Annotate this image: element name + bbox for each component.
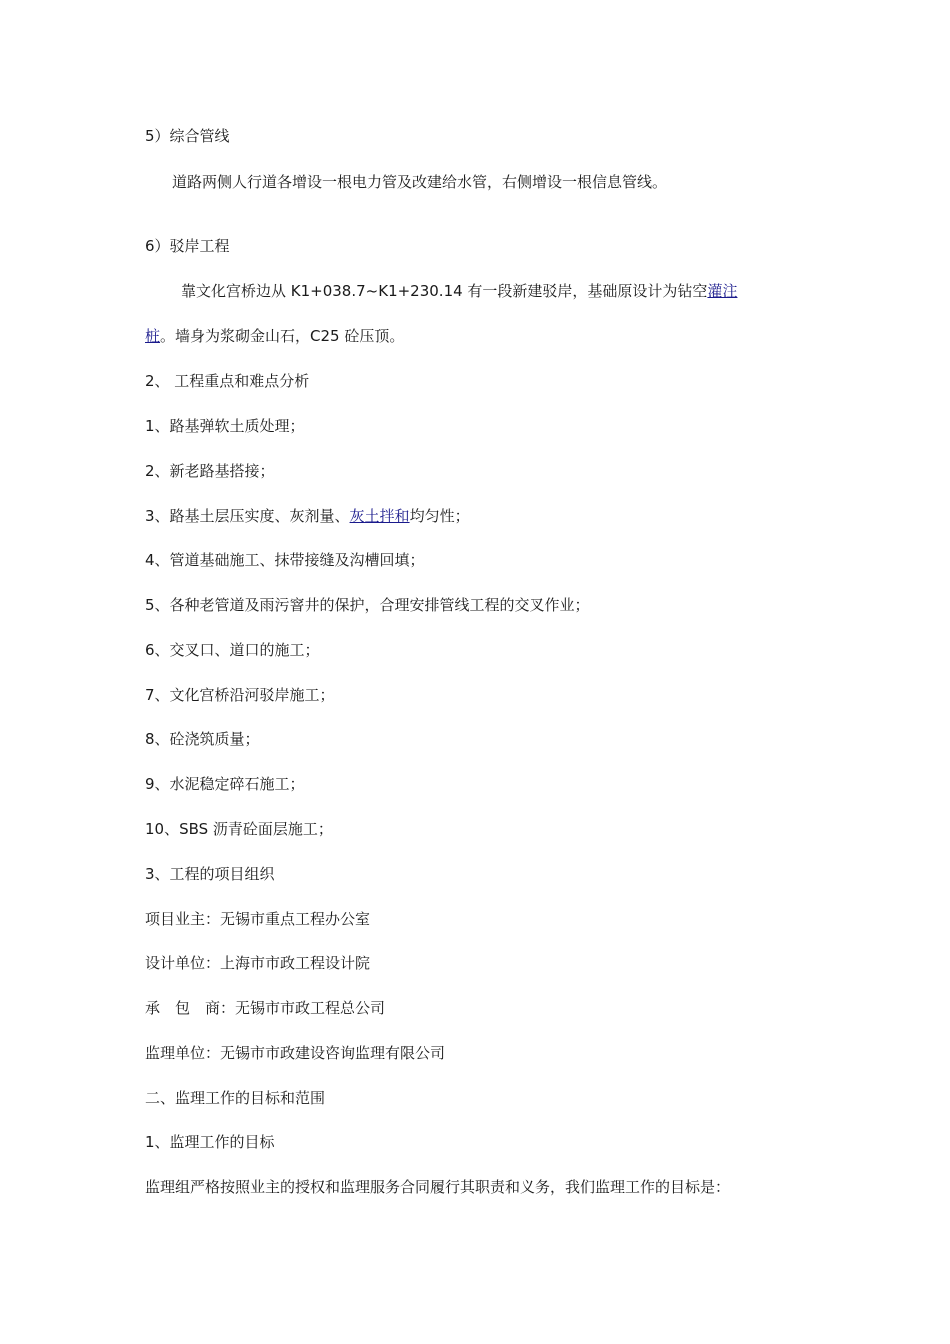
link-lime-soil-mixing[interactable]: 灰土拌和	[349, 507, 410, 525]
chapter-2-paragraph: 监理组严格按照业主的授权和监理服务合同履行其职责和义务，我们监理工作的目标是：	[145, 1178, 731, 1196]
analysis-item-3	[145, 506, 470, 526]
chapter-2-heading: 二、监理工作的目标和范围	[145, 1089, 326, 1107]
section-6-body-line1	[181, 281, 737, 301]
link-grouted-pile-part2[interactable]: 桩	[145, 327, 161, 345]
analysis-item-3-tail: 均匀性；	[409, 507, 470, 525]
link-grouted-pile-part1[interactable]: 灌注	[707, 282, 738, 300]
analysis-item-4: 4、管道基础施工、抹带接缝及沟槽回填；	[145, 551, 425, 569]
analysis-item-2: 2、新老路基搭接；	[145, 462, 275, 480]
analysis-item-3-text: 3、路基土层压实度、灰剂量、	[145, 507, 350, 525]
analysis-item-5: 5、各种老管道及雨污窨井的保护，合理安排管线工程的交叉作业；	[145, 596, 590, 614]
section-5-heading: 5）综合管线	[145, 127, 230, 145]
chapter-2-subheading-1: 1、监理工作的目标	[145, 1133, 275, 1151]
section-6-body-text: 靠文化宫桥边从 K1+038.7~K1+230.14 有一段新建驳岸，基础原设计为钻空	[181, 282, 708, 300]
analysis-item-10: 10、SBS 沥青砼面层施工；	[145, 820, 333, 838]
analysis-item-8: 8、砼浇筑质量；	[145, 730, 260, 748]
analysis-item-1: 1、路基弹软土质处理；	[145, 417, 305, 435]
section-6-body-tail: 。墙身为浆砌金山石，C25 砼压顶。	[160, 327, 405, 345]
org-designer: 设计单位：上海市市政工程设计院	[145, 954, 371, 972]
org-contractor: 承 包 商：无锡市市政工程总公司	[145, 999, 386, 1017]
analysis-item-7: 7、文化宫桥沿河驳岸施工；	[145, 686, 335, 704]
analysis-heading: 2、 工程重点和难点分析	[145, 372, 310, 390]
section-6-body-line2	[145, 326, 404, 346]
organization-heading: 3、工程的项目组织	[145, 865, 275, 883]
section-5-body: 道路两侧人行道各增设一根电力管及改建给水管，右侧增设一根信息管线。	[172, 173, 668, 191]
analysis-item-9: 9、水泥稳定碎石施工；	[145, 775, 305, 793]
org-owner: 项目业主：无锡市重点工程办公室	[145, 910, 371, 928]
org-supervisor: 监理单位：无锡市市政建设咨询监理有限公司	[145, 1044, 446, 1062]
section-6-heading: 6）驳岸工程	[145, 237, 230, 255]
analysis-item-6: 6、交叉口、道口的施工；	[145, 641, 320, 659]
